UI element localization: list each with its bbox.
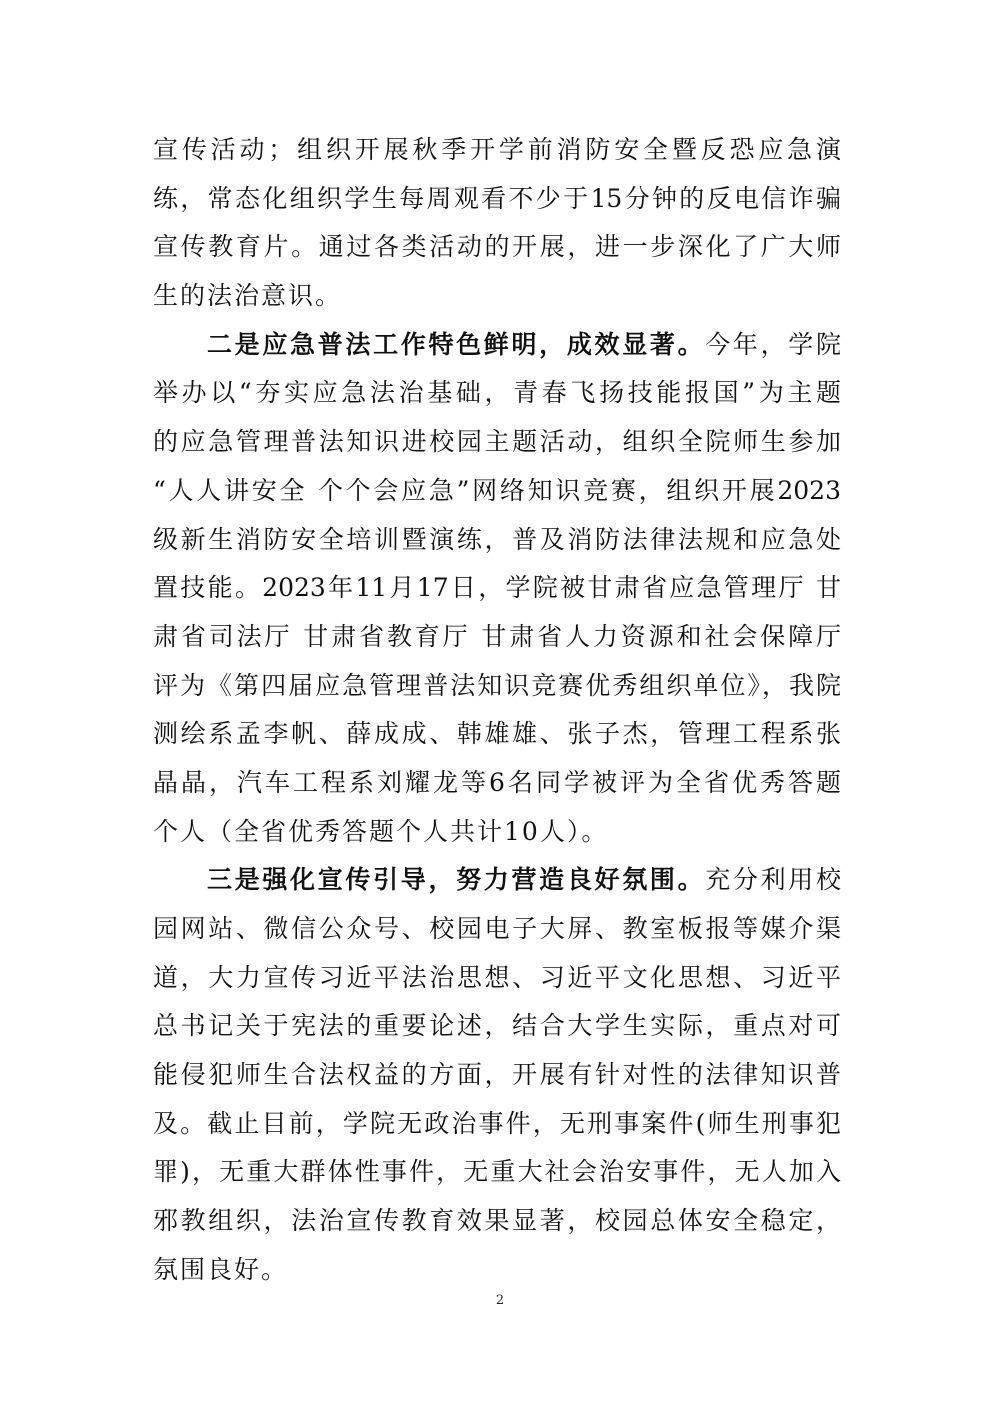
text-line: 个人（全省优秀答题个人共计10人）。: [153, 816, 609, 846]
text-span: 充分利用校: [705, 865, 841, 895]
text-line: 及。截止目前，学院无政治事件，无刑事案件(师生刑事犯: [153, 1108, 841, 1138]
text-line: 的应急管理普法知识进校园主题活动，组织全院师生参加: [153, 427, 841, 457]
text-line: 测绘系孟李帆、薛成成、韩雄雄、张子杰，管理工程系张: [153, 719, 841, 749]
text-line: 评为《第四届应急管理普法知识竞赛优秀组织单位》，我院: [153, 670, 841, 700]
paragraph-lead: 三是强化宣传引导，努力营造良好氛围。: [207, 865, 706, 895]
text-line: 晶晶，汽车工程系刘耀龙等6名同学被评为全省优秀答题: [153, 767, 841, 797]
document-body: [153, 130, 841, 1299]
text-line: 园网站、微信公众号、校园电子大屏、教室板报等媒介渠: [153, 914, 841, 943]
text-line: 举办以“夯实应急法治基础，青春飞扬技能报国”为主题: [153, 378, 841, 408]
text-line: 能侵犯师生合法权益的方面，开展有针对性的法律知识普: [153, 1060, 841, 1090]
text-line: “人人讲安全 个个会应急”网络知识竞赛，组织开展2023: [153, 475, 841, 505]
paragraph-lead: 二是应急普法工作特色鲜明，成效显著。: [207, 329, 706, 359]
text-line: 邪教组织，法治宣传教育效果显著，校园总体安全稳定，: [153, 1206, 841, 1236]
text-span: 今年，学院: [705, 329, 841, 359]
text-line: 罪)，无重大群体性事件，无重大社会治安事件，无人加入: [153, 1157, 841, 1187]
paragraph-3-first-line: [153, 860, 841, 909]
page-number: 2: [495, 1293, 505, 1308]
text-line: 道，大力宣传习近平法治思想、习近平文化思想、习近平: [153, 962, 841, 992]
text-line: 练，常态化组织学生每周观看不少于15分钟的反电信诈骗: [153, 183, 841, 213]
text-line: 氛围良好。: [153, 1254, 289, 1284]
paragraph-2-first-line: [153, 325, 841, 374]
text-line: 肃省司法厅 甘肃省教育厅 甘肃省人力资源和社会保障厅: [153, 621, 841, 651]
text-line: 置技能。2023年11月17日，学院被甘肃省应急管理厅 甘: [153, 573, 841, 603]
text-line: 生的法治意识。: [153, 281, 343, 311]
text-line: 总书记关于宪法的重要论述，结合大学生实际，重点对可: [153, 1011, 841, 1041]
text-line: 宣传教育片。通过各类活动的开展，进一步深化了广大师: [153, 232, 841, 262]
text-line: 级新生消防安全培训暨演练，普及消防法律法规和应急处: [153, 524, 841, 554]
text-line: 宣传活动；组织开展秋季开学前消防安全暨反恐应急演: [153, 135, 841, 164]
